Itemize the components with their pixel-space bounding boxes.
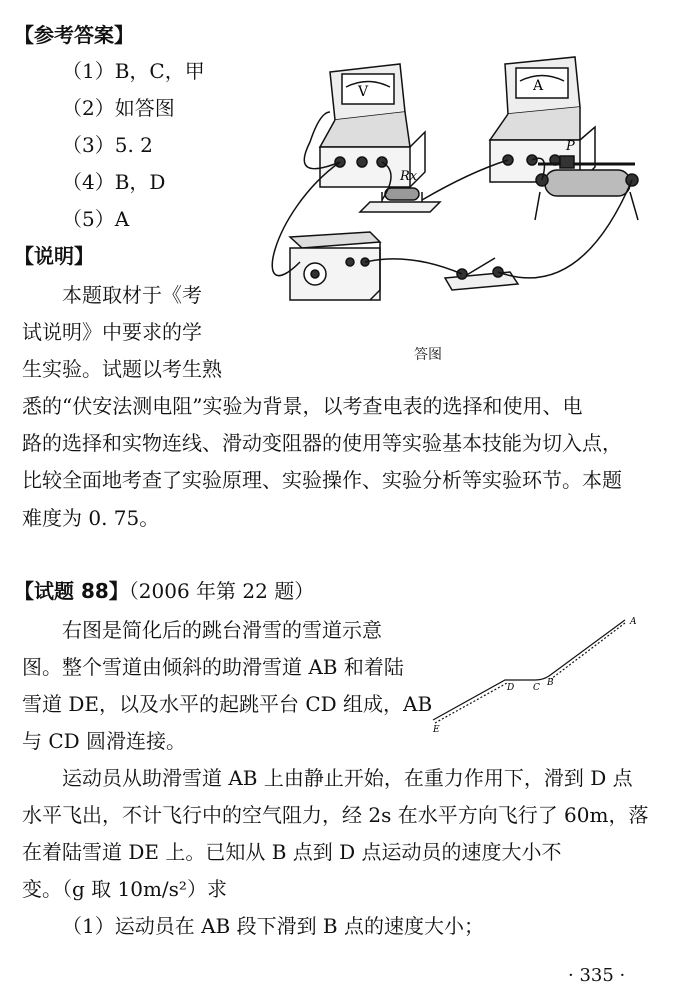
answer-item-4: （4）B，D	[62, 170, 166, 194]
explanation-line-5: 路的选择和实物连线、滑动变阻器的使用等实验基本技能为切入点，	[22, 431, 622, 455]
answer-item-2: （2）如答图	[62, 96, 175, 120]
resistor-label: Rx	[400, 169, 418, 184]
question-line-5: 运动员从助滑雪道 AB 上由静止开始，在重力作用下，滑到 D 点	[62, 766, 633, 790]
point-c-label: C	[533, 683, 540, 693]
question-source: （2006 年第 22 题）	[128, 579, 315, 603]
resistor-icon	[360, 188, 440, 212]
question-line-3: 雪道 DE，以及水平的起跳平台 CD 组成，AB	[22, 692, 433, 716]
question-line-6: 水平飞出，不计飞行中的空气阻力，经 2s 在水平方向飞行了 60m，落	[22, 803, 649, 827]
point-d-label: D	[507, 683, 515, 693]
voltmeter-label: V	[358, 84, 369, 100]
question-line-4: 与 CD 圆滑连接。	[22, 729, 187, 753]
slider-label: P	[566, 139, 575, 154]
answer-item-1: （1）B，C，甲	[62, 59, 205, 83]
explanation-line-7: 难度为 0. 75。	[22, 506, 160, 530]
question-header-row	[14, 576, 314, 606]
point-e-label: E	[433, 725, 440, 735]
explanation-line-6: 比较全面地考查了实验原理、实验操作、实验分析等实验环节。本题	[22, 468, 622, 492]
circuit-caption: 答图	[414, 347, 442, 363]
explanation-line-4: 悉的“伏安法测电阻”实验为背景，以考查电表的选择和使用、电	[22, 394, 583, 418]
question-header: 【试题 88】	[14, 579, 129, 603]
question-line-8: 变。（g 取 10m/s²）求	[22, 877, 227, 901]
explanation-line-1: 本题取材于《考	[62, 283, 202, 307]
explanation-line-2: 试说明》中要求的学	[22, 320, 202, 344]
explanation-line-3: 生实验。试题以考生熟	[22, 357, 222, 381]
question-line-9: （1）运动员在 AB 段下滑到 B 点的速度大小；	[62, 914, 484, 938]
answer-item-3: （3）5. 2	[62, 133, 153, 157]
question-line-7: 在着陆雪道 DE 上。已知从 B 点到 D 点运动员的速度大小不	[22, 840, 562, 864]
explanation-header: 【说明】	[14, 244, 94, 268]
switch-icon	[445, 258, 518, 290]
circuit-diagram	[250, 52, 660, 312]
ammeter-label: A	[533, 78, 544, 94]
page-number: · 335 ·	[568, 965, 626, 986]
answer-item-5: （5）A	[62, 207, 130, 231]
point-a-label: A	[630, 617, 637, 627]
answer-header: 【参考答案】	[14, 23, 134, 47]
question-line-2: 图。整个雪道由倾斜的助滑雪道 AB 和着陆	[22, 655, 404, 679]
ski-slope-diagram	[425, 610, 660, 740]
power-supply-icon	[290, 232, 380, 300]
question-line-1: 右图是简化后的跳台滑雪的雪道示意	[62, 618, 382, 642]
point-b-label: B	[547, 678, 554, 688]
